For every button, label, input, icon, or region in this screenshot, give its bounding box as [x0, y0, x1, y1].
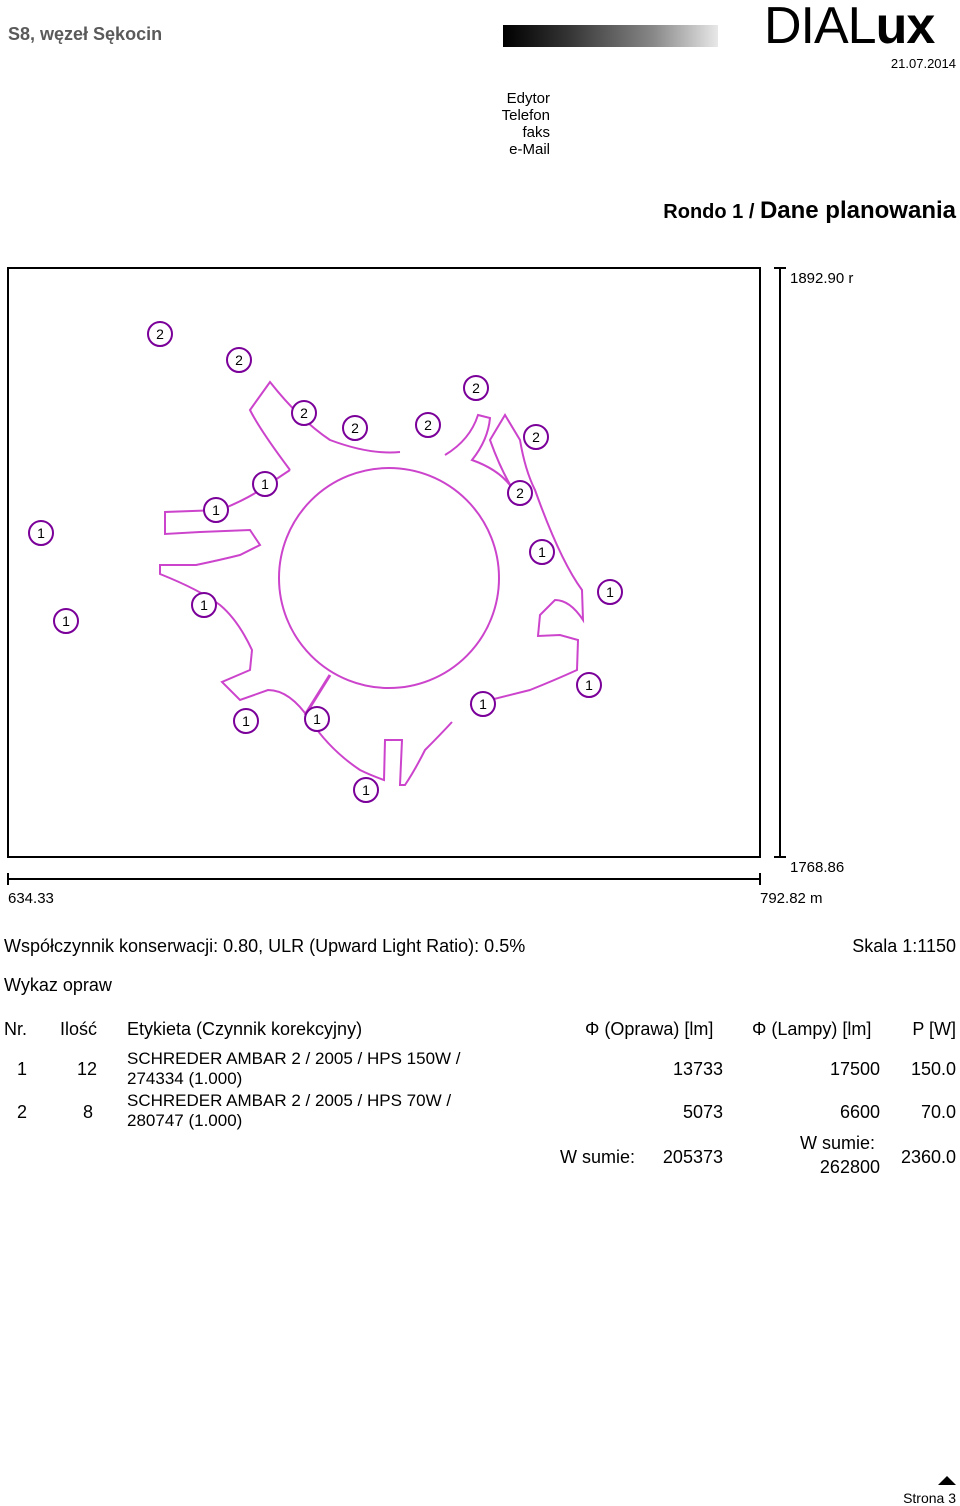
plan-y-top: 1892.90 r [790, 270, 854, 287]
totals-power: 2360.0 [900, 1147, 956, 1167]
luminaire-marker-label: 1 [479, 696, 487, 712]
road-outline [160, 382, 583, 785]
luminaire-marker-label: 2 [424, 417, 432, 433]
scale-label: Skala 1:1150 [852, 936, 956, 956]
row1-label-line1: SCHREDER AMBAR 2 / 2005 / HPS 150W / [127, 1049, 461, 1068]
row2-flux-luminaire: 5073 [682, 1102, 723, 1122]
luminaire-marker-label: 1 [606, 584, 614, 600]
luminaire-marker-label: 2 [516, 485, 524, 501]
header-label: Etykieta (Czynnik korekcyjny) [127, 1019, 363, 1039]
maintenance-factor-line: Współczynnik konserwacji: 0.80, ULR (Upward Light Ratio): 0.5% [4, 936, 526, 956]
page-heading [663, 197, 956, 225]
dialux-logo [764, 0, 934, 56]
row1-flux-lamps: 17500 [829, 1059, 880, 1079]
header-qty: Ilość [60, 1019, 98, 1039]
luminaire-marker-label: 1 [212, 502, 220, 518]
luminaire-marker-label: 2 [156, 326, 164, 342]
luminaire-marker-label: 1 [62, 613, 70, 629]
page-heading-sub: Dane planowania [759, 197, 956, 224]
luminaire-marker-label: 1 [37, 525, 45, 541]
luminaire-marker-label: 2 [351, 420, 359, 436]
logo-text-ux: ux [875, 0, 935, 55]
report-date: 21.07.2014 [890, 56, 956, 71]
luminaire-marker-label: 2 [472, 380, 480, 396]
luminaire-marker-label: 2 [300, 405, 308, 421]
luminaire-table [0, 1015, 960, 1185]
row1-flux-luminaire: 13733 [672, 1059, 723, 1079]
luminaire-marker-label: 1 [242, 713, 250, 729]
luminaire-marker-label: 1 [538, 544, 546, 560]
row1-label [127, 1049, 527, 1089]
row1-qty: 12 [77, 1059, 98, 1079]
totals-flux-luminaire: 205373 [662, 1147, 723, 1167]
page-heading-main: Rondo 1 / [663, 201, 760, 223]
luminaire-markers [29, 322, 622, 802]
row2-nr: 2 [17, 1102, 28, 1122]
page-up-arrow-icon[interactable] [938, 1476, 956, 1485]
luminaire-marker-label: 2 [532, 429, 540, 445]
row2-power: 70.0 [920, 1102, 956, 1122]
header-power: P [W] [912, 1019, 956, 1039]
plan-x-left: 634.33 [8, 890, 54, 907]
row2-label-line1: SCHREDER AMBAR 2 / 2005 / HPS 70W / [127, 1091, 452, 1110]
luminaire-marker-label: 1 [200, 597, 208, 613]
row2-label [127, 1091, 527, 1131]
header-nr: Nr. [4, 1019, 28, 1039]
plan-x-right: 792.82 m [760, 890, 823, 907]
project-title: S8, węzeł Sękocin [8, 24, 163, 44]
section-title: Wykaz opraw [4, 975, 112, 995]
contact-email: e-Mail [509, 141, 550, 158]
luminaire-marker-label: 1 [261, 476, 269, 492]
totals-flux-lamps: 262800 [819, 1157, 880, 1177]
totals-label-luminaire: W sumie: [560, 1147, 636, 1167]
totals-label-lamps: W sumie: [800, 1133, 876, 1153]
row1-power: 150.0 [910, 1059, 956, 1079]
header-flux-lamps: Φ (Lampy) [lm] [752, 1019, 872, 1039]
roundabout-island [279, 468, 499, 688]
row2-label-line2: 280747 (1.000) [127, 1111, 243, 1130]
luminaire-marker-label: 1 [362, 782, 370, 798]
contact-fax: faks [522, 124, 550, 141]
plan-y-bottom: 1768.86 [790, 859, 845, 876]
header-gradient-bar [503, 25, 718, 47]
contact-editor: Edytor [506, 90, 550, 107]
page-number: Strona 3 [903, 1490, 956, 1506]
row1-label-line2: 274334 (1.000) [127, 1069, 243, 1088]
luminaire-marker-label: 1 [585, 677, 593, 693]
row1-nr: 1 [17, 1059, 28, 1079]
row2-flux-lamps: 6600 [839, 1102, 880, 1122]
luminaire-marker-label: 2 [235, 352, 243, 368]
contact-phone: Telefon [501, 107, 550, 124]
site-plan [0, 255, 960, 915]
header-flux-luminaire: Φ (Oprawa) [lm] [585, 1019, 714, 1039]
luminaire-marker-label: 1 [313, 711, 321, 727]
row2-qty: 8 [83, 1102, 94, 1122]
logo-text-dial: DIAL [764, 0, 876, 55]
